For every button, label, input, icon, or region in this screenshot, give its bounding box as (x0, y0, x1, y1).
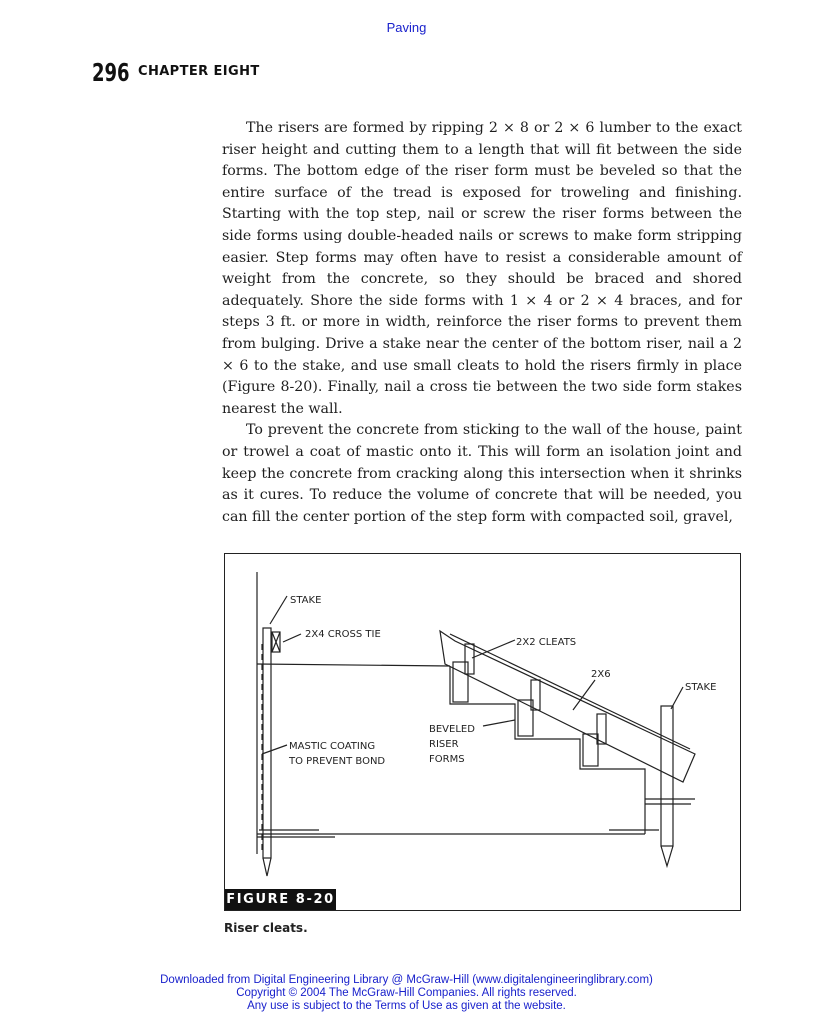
figure-8-20 (224, 553, 741, 911)
body-text (222, 118, 742, 528)
figure-callouts (288, 595, 716, 767)
callout-beveled-3: FORMS (429, 754, 465, 765)
footer (0, 974, 813, 1013)
footer-line-3: Any use is subject to the Terms of Use as given at the website. (247, 1000, 566, 1012)
callout-cross-tie: 2X4 CROSS TIE (305, 629, 381, 640)
figure-caption: Riser cleats. (224, 921, 308, 935)
callout-cleats: 2X2 CLEATS (516, 637, 577, 648)
footer-line-2: Copyright © 2004 The McGraw-Hill Companies. All rights reserved. (236, 987, 577, 999)
paragraph-2: To prevent the concrete from sticking to the wall of the house, paint or trowel a coat of mastic onto it. This will form an isolation joint and keep the concrete from cracking along this intersection when it shrinks as it cures. To reduce the volume of concrete that will be needed, you can fill the center portion of the step form with compacted soil, gravel, (222, 422, 742, 525)
callout-stake-right: STAKE (685, 682, 717, 693)
footer-line-1: Downloaded from Digital Engineering Library @ McGraw-Hill (www.digitalengineeringlibrary.com) (160, 974, 653, 986)
figure-label: FIGURE 8-20 (225, 889, 336, 910)
running-head: Paving (386, 20, 427, 35)
callout-beveled-1: BEVELED (429, 724, 475, 735)
callout-board: 2X6 (591, 669, 611, 680)
riser-cleats-drawing (225, 554, 741, 911)
callout-beveled-2: RISER (429, 739, 459, 750)
page-number: 296 (92, 58, 130, 87)
paragraph-1: The risers are formed by ripping 2 × 8 or 2 × 6 lumber to the exact riser height and cutting them to a length that will fit between the side forms. The bottom edge of the riser form must be beveled so that the entire surface of the tread is exposed for troweling and finishing. Starting with the top step, nail or screw the riser forms between the side forms using double-headed nails or screws to make form stripping easier. Step forms may often have to resist a considerable amount of weight from the concrete, so they should be braced and shored adequately. Shore the side forms with 1 × 4 or 2 × 4 braces, and for steps 3 ft. or more in width, reinforce the riser forms to prevent them from bulging. Drive a stake near the center of the bottom riser, nail a 2 × 6 to the stake, and use small cleats to hold the risers firmly in place (Figure 8-20). Finally, nail a cross tie between the two side form stakes nearest the wall. (222, 120, 742, 417)
callout-mastic-2: TO PREVENT BOND (289, 756, 386, 767)
chapter-title: CHAPTER EIGHT (138, 64, 260, 79)
callout-mastic-1: MASTIC COATING (289, 741, 376, 752)
callout-stake-left: STAKE (290, 595, 322, 606)
